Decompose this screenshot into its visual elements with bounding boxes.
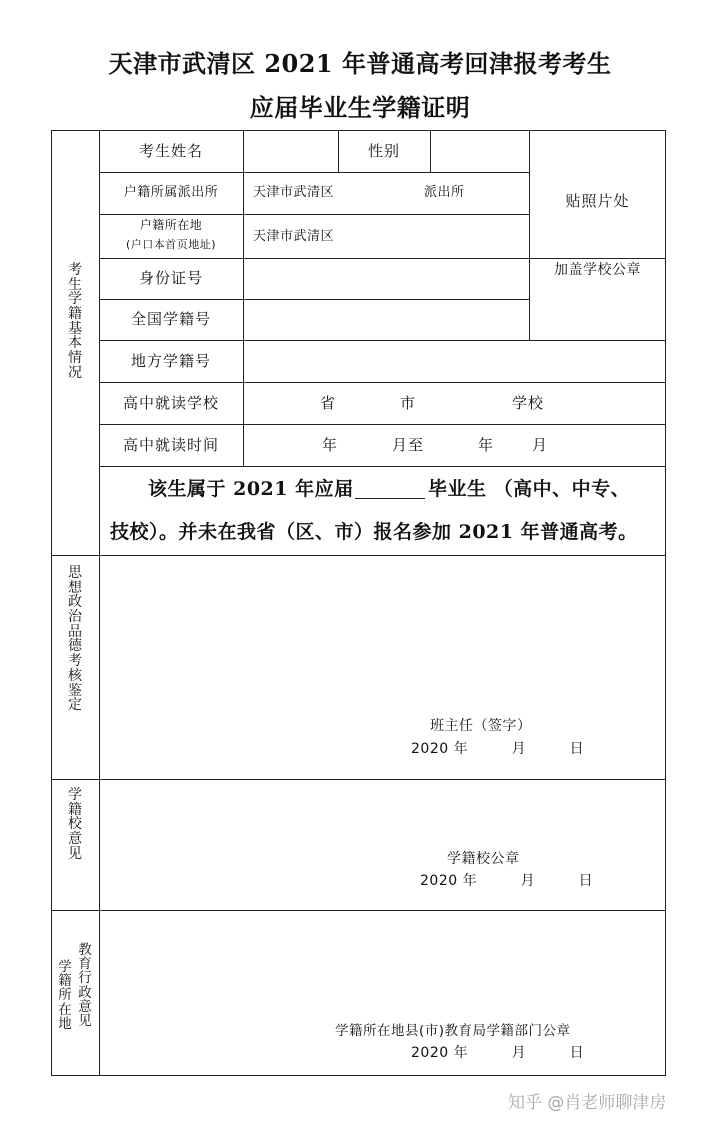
police-label: 户籍所属派出所 (123, 185, 219, 200)
graduate-type-blank[interactable] (355, 498, 425, 499)
gender-field[interactable] (431, 131, 528, 171)
time-year2: 年 (478, 436, 495, 454)
photo-column-line (529, 130, 530, 340)
school-city: 市 (400, 394, 417, 412)
time-label: 高中就读时间 (122, 436, 219, 454)
name-label: 考生姓名 (138, 142, 203, 160)
section-label-moral: 思想政治品德考核鉴定 (68, 565, 82, 714)
police-suffix: 派出所 (424, 185, 465, 200)
address-sublabel: (户口本首页地址) (125, 238, 217, 251)
police-value[interactable]: 天津市武清区 (253, 185, 335, 200)
row-line-1 (99, 172, 529, 173)
row-line-6 (99, 382, 666, 383)
edu-opinion-date: 2020 年 月 日 (411, 1045, 585, 1061)
row-line-8 (99, 466, 666, 467)
row-line-7 (99, 424, 666, 425)
photo-box-line (529, 258, 666, 259)
school-seal-label: 学籍校公章 (447, 851, 520, 867)
statement-line2: 技校）。并未在我省（区、市）报名参加 2021 年普通高考。 (110, 521, 638, 543)
edu-seal-label: 学籍所在地县(市)教育局学籍部门公章 (335, 1023, 571, 1039)
teacher-signature-label: 班主任（签字） (430, 718, 532, 734)
address-label: 户籍所在地 (139, 218, 203, 232)
label-column-line (243, 130, 244, 466)
id-label: 身份证号 (138, 269, 203, 287)
photo-placeholder: 贴照片处 (565, 192, 630, 210)
section-label-edu-col1: 学籍所在地 (58, 959, 72, 1032)
section-label-edu-col2: 教育行政意见 (78, 942, 92, 1029)
school-opinion-date: 2020 年 月 日 (420, 873, 594, 889)
school-suffix: 学校 (512, 394, 545, 412)
watermark: 知乎 @肖老师聊津房 (508, 1093, 667, 1113)
section-label-basic: 考生学籍基本情况 (68, 262, 82, 381)
national-id-field[interactable] (244, 300, 528, 339)
time-month-to: 月至 (392, 436, 425, 454)
row-line-2 (99, 214, 529, 215)
school-seal-text: 加盖学校公章 (554, 262, 641, 278)
statement-line1-end: 毕业生 （高中、中专、 (428, 478, 631, 500)
statement-line1-start: 该生属于 2021 年应届 (148, 478, 354, 500)
address-value[interactable]: 天津市武清区 (253, 229, 335, 244)
school-province: 省 (320, 394, 337, 412)
gender-label: 性别 (367, 142, 400, 160)
time-month2: 月 (532, 436, 549, 454)
id-field[interactable] (244, 259, 528, 298)
section-label-school-opinion: 学籍校意见 (68, 787, 82, 862)
document-title-line2: 应届毕业生学籍证明 (249, 93, 471, 122)
national-id-label: 全国学籍号 (130, 310, 211, 328)
local-id-label: 地方学籍号 (130, 352, 211, 370)
time-year1: 年 (322, 436, 339, 454)
moral-date: 2020 年 月 日 (411, 741, 585, 757)
name-field[interactable] (244, 131, 337, 171)
school-label: 高中就读学校 (122, 394, 219, 412)
local-id-field[interactable] (244, 341, 665, 381)
document-title-line1: 天津市武清区 2021 年普通高考回津报考考生 (108, 49, 612, 78)
